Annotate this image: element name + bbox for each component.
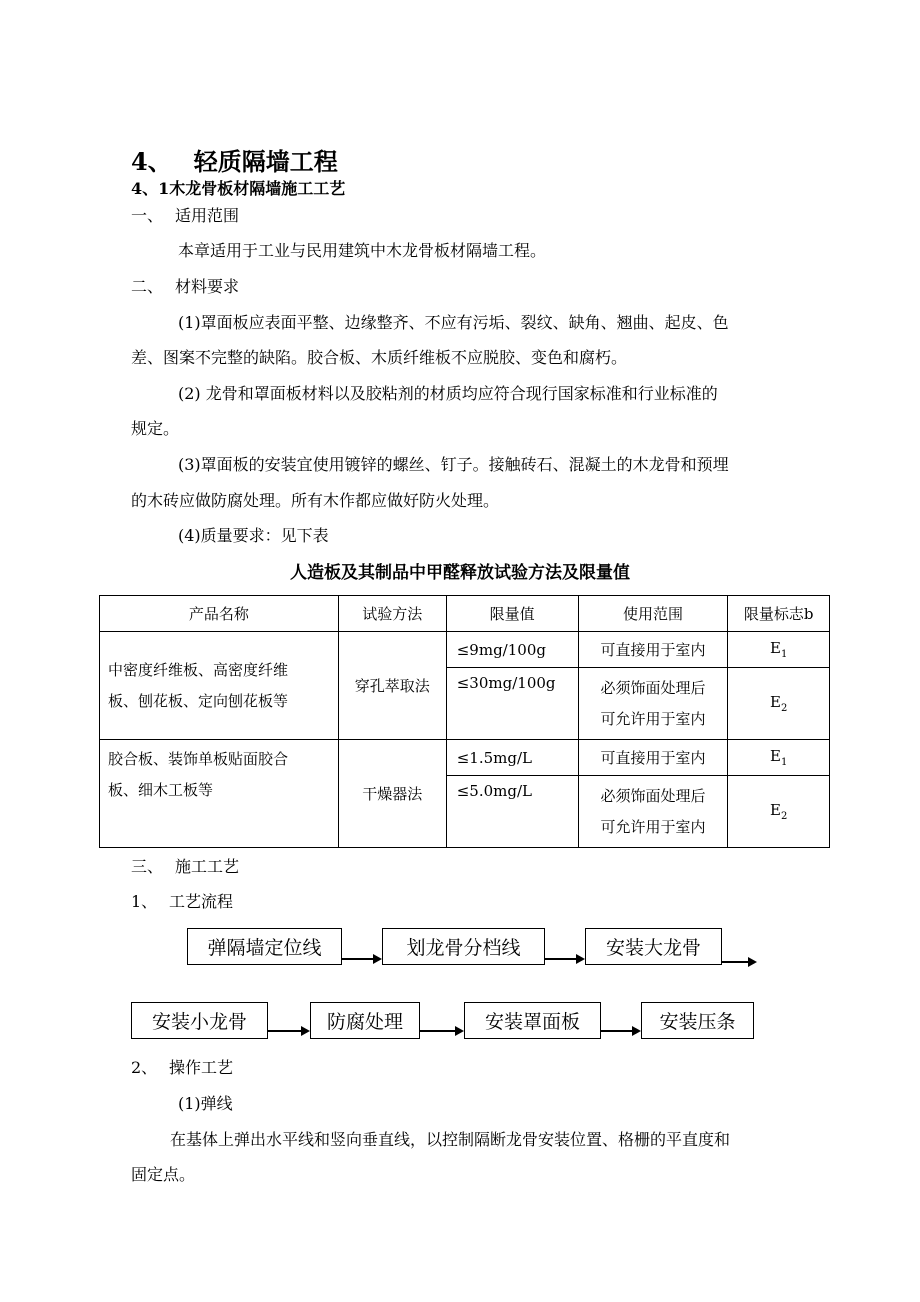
- process-flow-number: 1、: [131, 892, 158, 911]
- material-req-2-line1: (2) 龙骨和罩面板材料以及胶粘剂的材质均应符合现行国家标准和行业标准的: [178, 384, 718, 403]
- mark-letter: E: [770, 693, 781, 711]
- operation-number: 2、: [131, 1058, 158, 1077]
- usage-line2: 可允许用于室内: [600, 709, 706, 728]
- mark-subscript: 1: [780, 757, 788, 768]
- limit-mark-cell: [728, 632, 830, 668]
- section-3-heading: [131, 854, 239, 877]
- material-req-3-line2: 的木砖应做防腐处理。所有木作都应做好防火处理。: [131, 491, 500, 510]
- material-req-4: (4)质量要求：见下表: [178, 526, 329, 545]
- table-row: [100, 632, 830, 668]
- operation-title: 操作工艺: [169, 1058, 234, 1077]
- operation-heading: [131, 1055, 233, 1078]
- mark-letter: E: [770, 747, 781, 765]
- chapter-title: 轻质隔墙工程: [193, 147, 338, 176]
- process-flow-title: 工艺流程: [169, 892, 234, 911]
- section-1-heading: [131, 203, 239, 226]
- usage-scope-cell: [578, 668, 728, 740]
- test-method-cell: 干燥器法: [338, 740, 446, 848]
- section-2-number: 二、: [131, 277, 164, 296]
- section-1-title: 适用范围: [175, 206, 240, 225]
- flow-arrow: [420, 1030, 462, 1032]
- operation-text-line2: 固定点。: [131, 1165, 196, 1184]
- limit-value-cell: ≤30mg/100g: [446, 668, 578, 740]
- mark-subscript: 1: [780, 649, 788, 660]
- operation-sub-1: (1)弹线: [178, 1094, 233, 1113]
- flow-step-7: 安装压条: [641, 1002, 754, 1039]
- mark-letter: E: [770, 801, 781, 819]
- flow-arrow: [268, 1030, 308, 1032]
- usage-line2: 可允许用于室内: [600, 817, 706, 836]
- usage-scope-cell: 可直接用于室内: [578, 632, 728, 668]
- usage-line1: 必须饰面处理后: [600, 678, 706, 697]
- product-name-cell: [100, 632, 339, 740]
- section-2-title: 材料要求: [175, 277, 240, 296]
- mark-subscript: 2: [780, 811, 788, 822]
- limit-mark-cell: [728, 668, 830, 740]
- operation-text-line1: 在基体上弹出水平线和竖向垂直线，以控制隔断龙骨安装位置、格栅的平直度和: [170, 1130, 731, 1149]
- section-subheading: 4、1木龙骨板材隔墙施工工艺: [131, 179, 346, 198]
- flow-arrow: [342, 958, 380, 960]
- product-name-cell: [100, 740, 339, 848]
- section-2-heading: [131, 274, 239, 297]
- header-test-method: 试验方法: [338, 596, 446, 632]
- header-usage-scope: 使用范围: [578, 596, 728, 632]
- mark-letter: E: [770, 639, 781, 657]
- flow-step-5: 防腐处理: [310, 1002, 420, 1039]
- flow-step-4: 安装小龙骨: [131, 1002, 268, 1039]
- section-3-number: 三、: [131, 857, 164, 876]
- material-req-1-line2: 差、图案不完整的缺陷。胶合板、木质纤维板不应脱胶、变色和腐朽。: [131, 348, 628, 367]
- process-flow-heading: [131, 889, 233, 912]
- test-method-cell: 穿孔萃取法: [338, 632, 446, 740]
- limit-value-cell: ≤1.5mg/L: [446, 740, 578, 776]
- table-title: 人造板及其制品中甲醛释放试验方法及限量值: [290, 563, 630, 583]
- limit-value-cell: ≤5.0mg/L: [446, 776, 578, 848]
- limit-value-cell: ≤9mg/100g: [446, 632, 578, 668]
- limit-mark-cell: [728, 740, 830, 776]
- section-1-number: 一、: [131, 206, 164, 225]
- header-limit-value: 限量值: [446, 596, 578, 632]
- flow-step-1: 弹隔墙定位线: [187, 928, 342, 965]
- flow-arrow: [601, 1030, 639, 1032]
- usage-scope-cell: 可直接用于室内: [578, 740, 728, 776]
- header-product-name: 产品名称: [100, 596, 339, 632]
- flow-arrow: [722, 961, 755, 963]
- usage-scope-cell: [578, 776, 728, 848]
- section-3-title: 施工工艺: [175, 857, 240, 876]
- product-name-line2: 板、刨花板、定向刨花板等: [108, 691, 289, 710]
- flow-step-3: 安装大龙骨: [585, 928, 722, 965]
- product-name-line1: 胶合板、装饰单板贴面胶合: [108, 750, 289, 768]
- table-header-row: [100, 596, 830, 632]
- product-name-line2: 板、细木工板等: [108, 781, 214, 799]
- header-limit-mark: 限量标志b: [728, 596, 830, 632]
- chapter-number: 4、: [131, 147, 172, 176]
- section-1-text: 本章适用于工业与民用建筑中木龙骨板材隔墙工程。: [178, 241, 547, 260]
- usage-line1: 必须饰面处理后: [600, 786, 706, 805]
- product-name-line1: 中密度纤维板、高密度纤维: [108, 660, 289, 679]
- flow-arrow: [545, 958, 583, 960]
- limit-mark-cell: [728, 776, 830, 848]
- flow-step-2: 划龙骨分档线: [382, 928, 545, 965]
- material-req-1-line1: (1)罩面板应表面平整、边缘整齐、不应有污垢、裂纹、缺角、翘曲、起皮、色: [178, 313, 729, 332]
- flow-step-6: 安装罩面板: [464, 1002, 601, 1039]
- table-row: [100, 740, 830, 776]
- material-req-3-line1: (3)罩面板的安装宜使用镀锌的螺丝、钉子。接触砖石、混凝土的木龙骨和预埋: [178, 455, 729, 474]
- chapter-heading: [131, 142, 338, 177]
- formaldehyde-limit-table: [99, 595, 830, 848]
- material-req-2-line2: 规定。: [131, 419, 180, 438]
- mark-subscript: 2: [780, 703, 788, 714]
